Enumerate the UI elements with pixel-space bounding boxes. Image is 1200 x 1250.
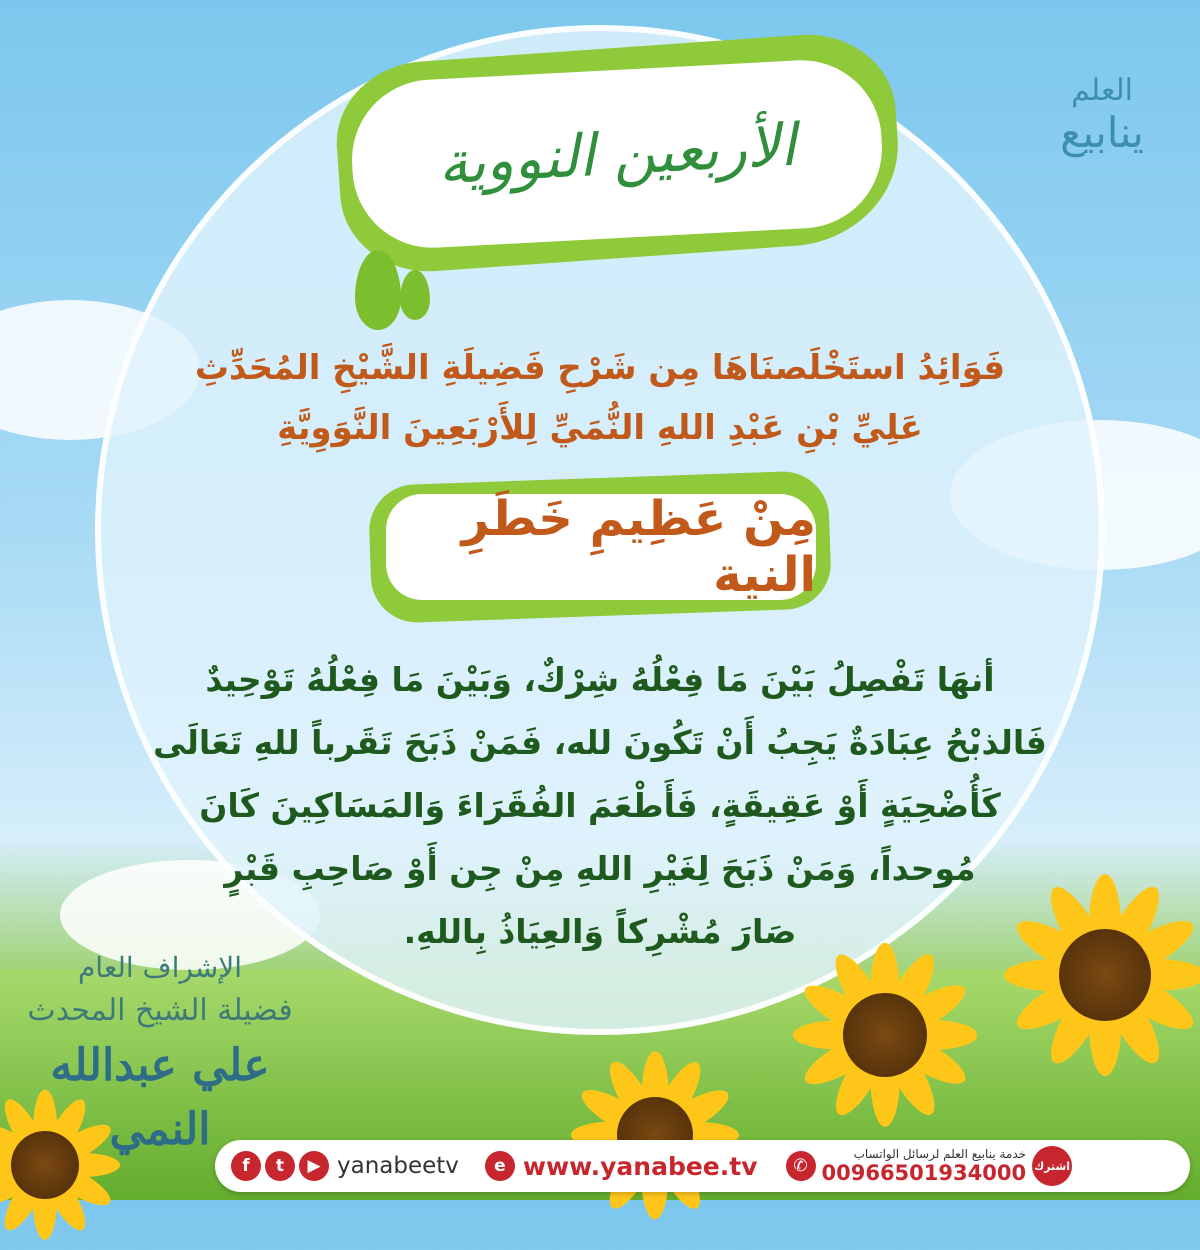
supervisor-line-2: فضيلة الشيخ المحدث xyxy=(27,993,293,1028)
intro-line-2: عَلِيِّ بْنِ عَبْدِ اللهِ النُّمَيِّ لِلأَرْبَعِينَ النَّوَوِيَّةِ xyxy=(277,408,923,448)
subscribe-badge[interactable]: اشترك xyxy=(1032,1146,1072,1186)
intro-line-1: فَوَائِدُ استَخْلَصنَاهَا مِن شَرْحِ فَضِيلَةِ الشَّيْخِ المُحَدِّثِ xyxy=(194,348,1006,388)
logo-line-2: ينابيع xyxy=(1060,108,1144,157)
body-line: كَأُضْحِيَةٍ أَوْ عَقِيقَةٍ، فَأَطْعَمَ الفُقَرَاءَ وَالمَسَاكِينَ كَانَ xyxy=(199,786,1001,825)
topic-box xyxy=(386,491,816,603)
whatsapp-service-label: خدمة ينابيع العلم لرسائل الواتساب xyxy=(853,1147,1027,1161)
supervisor-name: علي عبدالله النمي xyxy=(50,1040,270,1155)
youtube-icon[interactable]: ▶ xyxy=(299,1151,329,1181)
title-calligraphy: الأربعين النووية xyxy=(436,110,798,198)
intro-heading xyxy=(150,338,1050,458)
facebook-icon[interactable]: f xyxy=(231,1151,261,1181)
whatsapp-contact[interactable] xyxy=(782,1147,1027,1185)
twitter-icon[interactable]: t xyxy=(265,1151,295,1181)
whatsapp-number: 00966501934000 xyxy=(821,1161,1027,1185)
title-badge xyxy=(348,56,886,252)
supervisor-line-1: الإشراف العام xyxy=(77,951,243,984)
supervisor-credit xyxy=(10,948,310,1162)
logo-line-1: العلم xyxy=(1071,73,1133,108)
website-link[interactable]: www.yanabee.tv xyxy=(522,1151,758,1181)
whatsapp-icon: ✆ xyxy=(786,1151,816,1181)
topic-title: مِنْ عَظِيمِ خَطَرِ النية xyxy=(461,491,816,603)
body-text xyxy=(150,648,1050,963)
footer-bar xyxy=(215,1140,1190,1192)
sunflower-image xyxy=(560,1040,750,1230)
social-handle[interactable]: yanabeetv xyxy=(337,1153,459,1179)
body-line: مُوحداً، وَمَنْ ذَبَحَ لِغَيْرِ اللهِ مِنْ جِن أَوْ صَاحِبِ قَبْرٍ xyxy=(224,849,976,888)
yanabee-logo xyxy=(1032,30,1172,200)
body-line: أنهَا تَفْصِلُ بَيْنَ مَا فِعْلُهُ شِرْكٌ، وَبَيْنَ مَا فِعْلُهُ تَوْحِيدٌ xyxy=(205,660,995,699)
body-line: صَارَ مُشْرِكاً وَالعِيَاذُ بِاللهِ. xyxy=(403,912,797,951)
website-icon[interactable]: e xyxy=(485,1151,515,1181)
whatsapp-text xyxy=(822,1147,1027,1185)
body-line: فَالذبْحُ عِبَادَةٌ يَجِبُ أَنْ تَكُونَ لله، فَمَنْ ذَبَحَ تَقَرباً للهِ تَعَالَى xyxy=(153,723,1047,762)
